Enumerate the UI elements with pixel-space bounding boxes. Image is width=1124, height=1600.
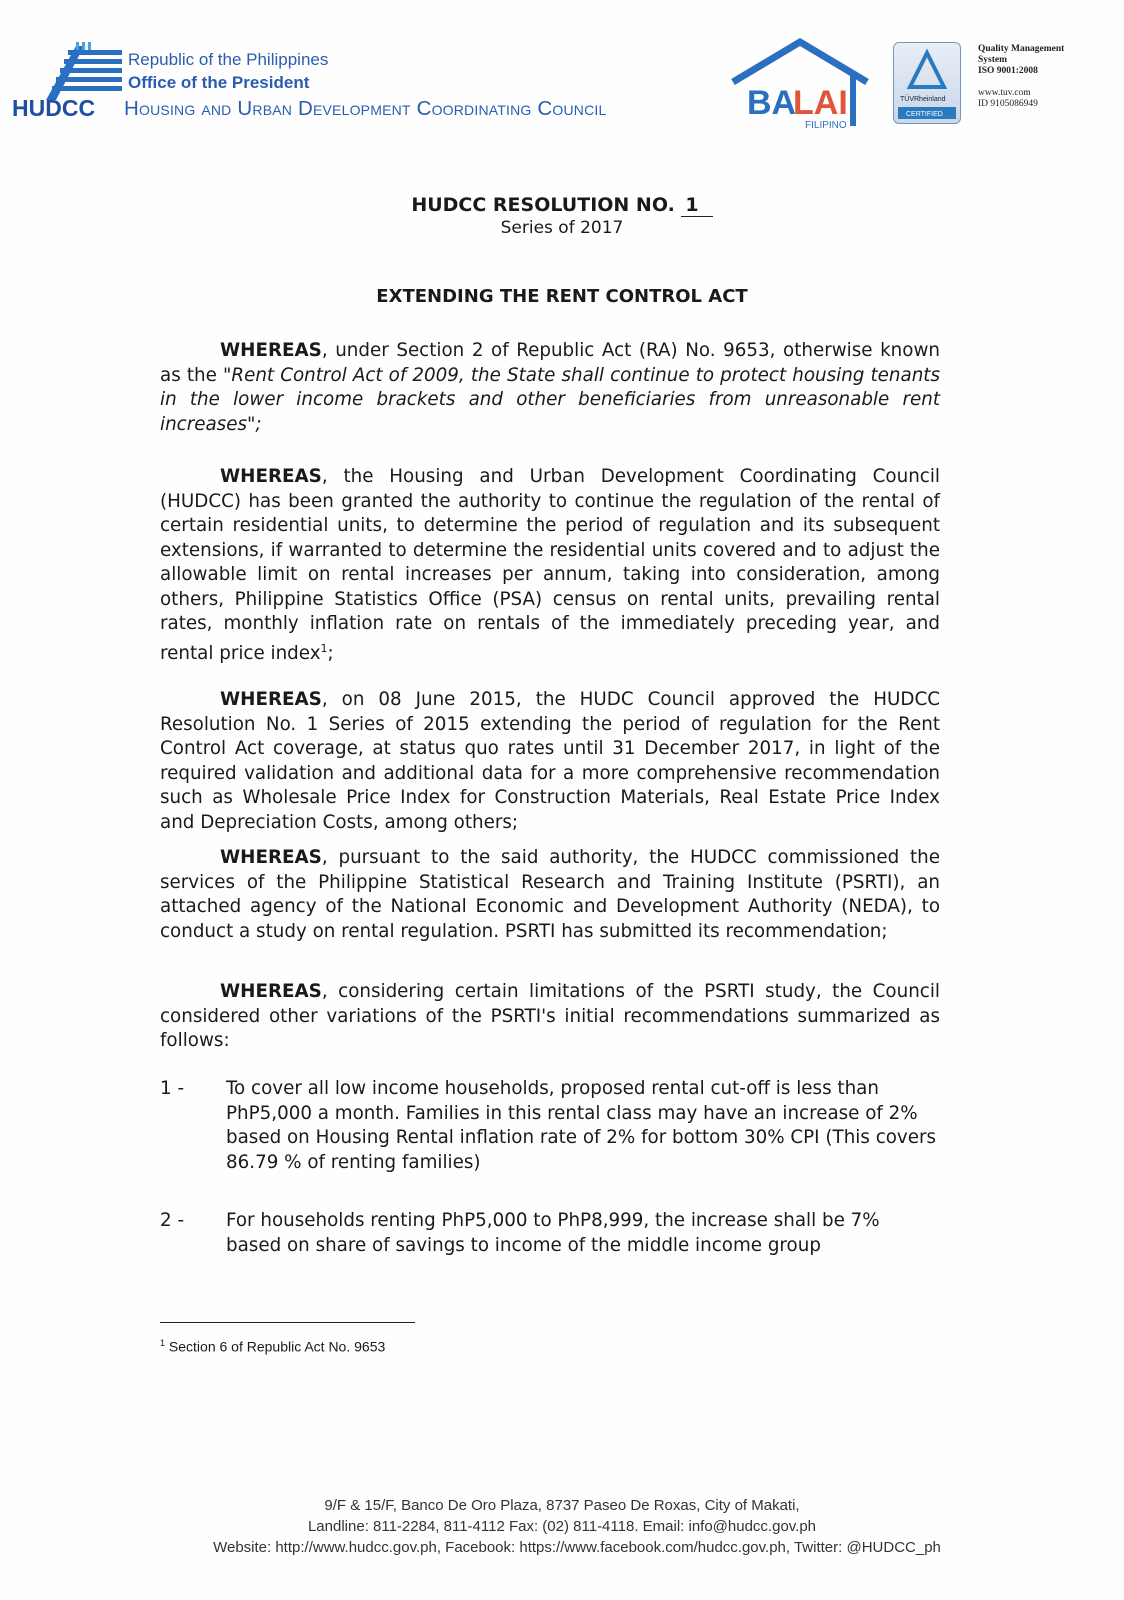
- svg-text:BA: BA: [747, 84, 797, 122]
- list-text: To cover all low income households, proposed rental cut-off is less than PhP5,000 a month. Families in this rental class may have an increase of 2% based on Housing Rental inflation rate of 2% for bottom 30% CPI (This covers 86.79 % of renting families): [226, 1078, 937, 1173]
- whereas-paragraph: WHEREAS, under Section 2 of Republic Act (RA) No. 9653, otherwise known as the "Rent Control Act of 2009, the State shall continue to protect housing tenants in the lower income brackets and other beneficiaries from unreasonable rent increases";: [160, 340, 940, 435]
- footer-contact: Landline: 811-2284, 811-4112 Fax: (02) 811-4118. Email: info@hudcc.gov.ph: [307, 1518, 817, 1535]
- qms-line: www.tuv.com: [978, 88, 1031, 98]
- resolution-heading: EXTENDING THE RENT CONTROL ACT: [376, 286, 748, 307]
- qms-line: Quality Management: [978, 44, 1065, 54]
- qms-line: ID 9105086949: [978, 99, 1038, 109]
- list-number: 2 -: [160, 1210, 185, 1231]
- svg-text:LAI: LAI: [793, 84, 848, 122]
- resolution-number: 1: [681, 194, 712, 217]
- balai-filipino-logo: [725, 38, 875, 130]
- resolution-title: [0, 194, 1124, 216]
- tuv-certified-logo: [893, 42, 961, 124]
- council-name: Housing and Urban Development Coordinating Council: [124, 97, 607, 120]
- qms-text: [978, 44, 1064, 110]
- list-item: [160, 1209, 940, 1258]
- svg-text:CERTIFIED: CERTIFIED: [906, 111, 943, 118]
- qms-line: ISO 9001:2008: [978, 66, 1038, 76]
- footer-web: Website: http://www.hudcc.gov.ph, Facebook: https://www.facebook.com/hudcc.gov.ph, Twitter: @HUDCC_ph: [213, 1539, 941, 1556]
- svg-text:FILIPINO: FILIPINO: [805, 120, 847, 130]
- footnote: $^1$ Section 6 of Republic Act No. 9653: [160, 1338, 386, 1355]
- series-label: Series of 2017: [500, 218, 624, 238]
- list-text: For households renting PhP5,000 to PhP8,999, the increase shall be 7% based on share of savings to income of the middle income group: [226, 1210, 880, 1256]
- footnote-divider: [160, 1322, 415, 1323]
- list-number: 1 -: [160, 1078, 185, 1099]
- whereas-paragraph: WHEREAS, on 08 June 2015, the HUDC Council approved the HUDCC Resolution No. 1 Series of 2015 extending the period of regulation for the Rent Control Act coverage, at status quo rates until 31 December 2017, in light of the required validation and additional data for a more comprehensive recommendation such as Wholesale Price Index for Construction Materials, Real Estate Price Index and Depreciation Costs, among others;: [160, 689, 940, 833]
- whereas-paragraph: WHEREAS, the Housing and Urban Development Coordinating Council (HUDCC) has been granted the authority to continue the regulation of the rental of certain residential units, to determine the period of regulation and its subsequent extensions, if warranted to determine the residential units covered and to adjust the allowable limit on rental increases per annum, taking into consideration, among others, Philippine Statistics Office (PSA) census on rental units, prevailing rental rates, monthly inflation rate on rentals of the immediately preceding year, and rental price index$^1$;: [160, 466, 940, 664]
- whereas-paragraph: WHEREAS, pursuant to the said authority, the HUDCC commissioned the services of the Philippine Statistical Research and Training Institute (PSRTI), an attached agency of the National Economic and Development Authority (NEDA), to conduct a study on rental regulation. PSRTI has submitted its recommendation;: [160, 847, 940, 942]
- office-label: Office of the President: [128, 73, 310, 92]
- whereas-paragraph: WHEREAS, considering certain limitations of the PSRTI study, the Council considered other variations of the PSRTI's initial recommendations summarized as follows:: [160, 981, 940, 1051]
- republic-label: Republic of the Philippines: [128, 50, 329, 69]
- hudcc-acronym: HUDCC: [12, 95, 96, 121]
- list-item: [160, 1077, 940, 1175]
- svg-text:TÜVRheinland: TÜVRheinland: [900, 96, 946, 103]
- footnote-ref: 1: [320, 641, 328, 655]
- qms-line: System: [978, 55, 1008, 65]
- footer-address: 9/F & 15/F, Banco De Oro Plaza, 8737 Paseo De Roxas, City of Makati,: [324, 1497, 800, 1514]
- hudcc-logo-icon: [46, 42, 122, 100]
- resolution-label: HUDCC RESOLUTION NO.: [411, 194, 675, 216]
